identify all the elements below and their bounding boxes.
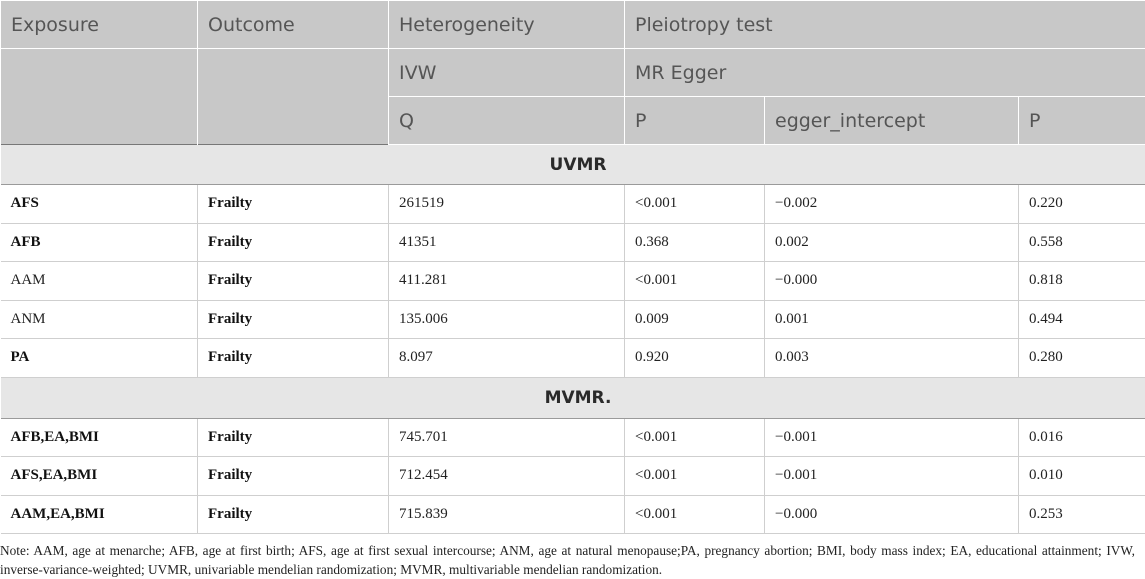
cell-egger-intercept: −0.001 (765, 418, 1019, 457)
header-row-1 (1, 1, 1145, 49)
table-row (1, 495, 1145, 534)
header-empty-cell (198, 97, 389, 145)
cell-egger-intercept: 0.003 (765, 339, 1019, 378)
cell-q: 712.454 (389, 457, 625, 496)
cell-p: 0.009 (625, 300, 765, 339)
header-ivw: IVW (389, 49, 625, 97)
section-title: MVMR. (1, 377, 1145, 418)
table-row (1, 457, 1145, 496)
table-footnote: Note: AAM, age at menarche; AFB, age at first birth; AFS, age at first sexual intercourse; ANM, age at natural menopause;PA, pregnancy abortion; BMI, body mass index; EA, educational attainment; IVW, inverse-variance-weighted; UVMR, univariable mendelian randomization; MVMR, multivariable mendelian randomization. (0, 543, 1135, 577)
cell-exposure: AFB,EA,BMI (1, 418, 198, 457)
section-row-mvmr (1, 377, 1145, 418)
section-row-uvmr (1, 145, 1145, 185)
cell-p-pleiotropy: 0.558 (1019, 223, 1145, 262)
cell-outcome: Frailty (198, 418, 389, 457)
cell-p: 0.368 (625, 223, 765, 262)
header-outcome: Outcome (198, 1, 389, 49)
table-row (1, 339, 1145, 378)
cell-p-pleiotropy: 0.280 (1019, 339, 1145, 378)
table-row (1, 300, 1145, 339)
cell-outcome: Frailty (198, 185, 389, 224)
cell-exposure: AAM,EA,BMI (1, 495, 198, 534)
cell-p: <0.001 (625, 185, 765, 224)
cell-q: 8.097 (389, 339, 625, 378)
cell-outcome: Frailty (198, 339, 389, 378)
cell-exposure: ANM (1, 300, 198, 339)
cell-p: <0.001 (625, 262, 765, 301)
header-empty-cell (1, 49, 198, 97)
section-title: UVMR (1, 145, 1145, 185)
table-row (1, 418, 1145, 457)
cell-q: 41351 (389, 223, 625, 262)
cell-q: 745.701 (389, 418, 625, 457)
cell-egger-intercept: 0.002 (765, 223, 1019, 262)
cell-outcome: Frailty (198, 495, 389, 534)
cell-p-pleiotropy: 0.818 (1019, 262, 1145, 301)
cell-q: 135.006 (389, 300, 625, 339)
cell-outcome: Frailty (198, 262, 389, 301)
cell-exposure: AFB (1, 223, 198, 262)
cell-exposure: PA (1, 339, 198, 378)
header-pleiotropy-test: Pleiotropy test (625, 1, 1145, 49)
header-p: P (625, 97, 765, 145)
header-mr-egger: MR Egger (625, 49, 1145, 97)
cell-egger-intercept: −0.002 (765, 185, 1019, 224)
cell-egger-intercept: −0.000 (765, 262, 1019, 301)
header-empty-cell (198, 49, 389, 97)
cell-egger-intercept: 0.001 (765, 300, 1019, 339)
header-empty-cell (1, 97, 198, 145)
cell-outcome: Frailty (198, 300, 389, 339)
cell-q: 715.839 (389, 495, 625, 534)
header-row-2 (1, 49, 1145, 97)
cell-outcome: Frailty (198, 457, 389, 496)
cell-egger-intercept: −0.001 (765, 457, 1019, 496)
header-row-3 (1, 97, 1145, 145)
cell-p: <0.001 (625, 457, 765, 496)
table-row (1, 262, 1145, 301)
cell-q: 261519 (389, 185, 625, 224)
header-egger-intercept: egger_intercept (765, 97, 1019, 145)
header-q: Q (389, 97, 625, 145)
cell-p: 0.920 (625, 339, 765, 378)
cell-p-pleiotropy: 0.010 (1019, 457, 1145, 496)
header-heterogeneity: Heterogeneity (389, 1, 625, 49)
cell-p: <0.001 (625, 495, 765, 534)
cell-p-pleiotropy: 0.016 (1019, 418, 1145, 457)
cell-p: <0.001 (625, 418, 765, 457)
cell-exposure: AAM (1, 262, 198, 301)
header-exposure: Exposure (1, 1, 198, 49)
table-row (1, 223, 1145, 262)
cell-p-pleiotropy: 0.494 (1019, 300, 1145, 339)
table-row (1, 185, 1145, 224)
cell-exposure: AFS,EA,BMI (1, 457, 198, 496)
cell-p-pleiotropy: 0.253 (1019, 495, 1145, 534)
header-p-pleiotropy: P (1019, 97, 1145, 145)
cell-p-pleiotropy: 0.220 (1019, 185, 1145, 224)
cell-q: 411.281 (389, 262, 625, 301)
cell-outcome: Frailty (198, 223, 389, 262)
cell-exposure: AFS (1, 185, 198, 224)
cell-egger-intercept: −0.000 (765, 495, 1019, 534)
